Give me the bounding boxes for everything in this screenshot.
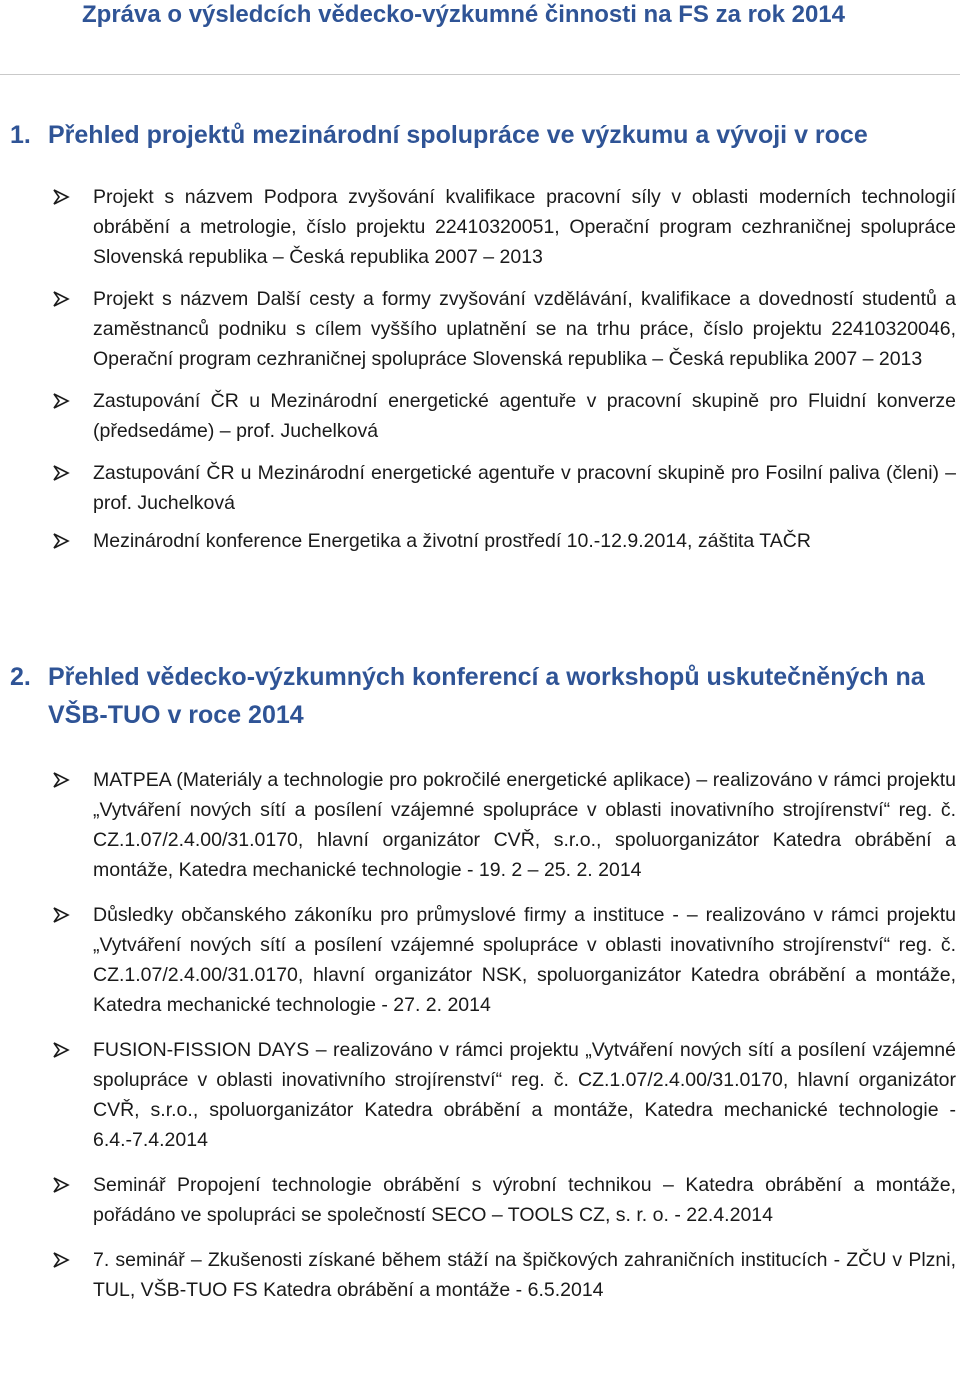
list-item-text: 7. seminář – Zkušenosti získané během stáží na špičkových zahraničních institucích - ZČU v Plzni, TUL, VŠB-TUO FS Katedra obrábění a montáže - 6.5.2014 [93, 1249, 956, 1301]
arrowhead-bullet-icon [52, 533, 70, 549]
arrowhead-bullet-icon [52, 1252, 70, 1268]
list-item-text: Mezinárodní konference Energetika a životní prostředí 10.-12.9.2014, záštita TAČR [93, 530, 811, 552]
list-item [0, 458, 960, 518]
list-item-text: FUSION-FISSION DAYS – realizováno v rámci projektu „Vytváření nových sítí a posílení vzájemné spolupráce v oblasti inovativního strojírenství“ reg. č. CZ.1.07/2.4.00/31.0170, hlavní organizátor CVŘ, s.r.o., spoluorganizátor Katedra obrábění a montáže, Katedra mechanické technologie - 6.4.-7.4.2014 [93, 1039, 956, 1151]
list-item [0, 1035, 960, 1155]
list-item-text: Zastupování ČR u Mezinárodní energetické agentuře v pracovní skupině pro Fluidní konverze (předsedáme) – prof. Juchelková [93, 390, 956, 442]
list-item [0, 1245, 960, 1305]
list-item [0, 900, 960, 1020]
list-item-text: Důsledky občanského zákoníku pro průmyslové firmy a instituce - – realizováno v rámci projektu „Vytváření nových sítí a posílení vzájemné spolupráce v oblasti inovativního strojírenství“ reg. č. CZ.1.07/2.4.00/31.0170, hlavní organizátor NSK, spoluorganizátor Katedra obrábění a montáže, Katedra mechanické technologie - 27. 2. 2014 [93, 904, 956, 1016]
section-1-title: Přehled projektů mezinárodní spolupráce ve výzkumu a vývoji v roce [48, 121, 868, 149]
list-item [0, 182, 960, 272]
arrowhead-bullet-icon [52, 465, 70, 481]
arrowhead-bullet-icon [52, 1177, 70, 1193]
section-1-number: 1. [10, 121, 31, 149]
list-item [0, 765, 960, 885]
arrowhead-bullet-icon [52, 189, 70, 205]
arrowhead-bullet-icon [52, 393, 70, 409]
section-2-number: 2. [10, 663, 31, 691]
list-item-text: Projekt s názvem Podpora zvyšování kvalifikace pracovní síly v oblasti moderních technologií obrábění a metrologie, číslo projektu 22410320051, Operační program cezhraničnej spolupráce Slovenská republika – Česká republika 2007 – 2013 [93, 186, 956, 268]
list-item-text: Seminář Propojení technologie obrábění s výrobní technikou – Katedra obrábění a montáže, pořádáno ve spolupráci se společností SECO – TOOLS CZ, s. r. o. - 22.4.2014 [93, 1174, 956, 1226]
section-2-list [0, 765, 960, 1320]
section-1-list [0, 182, 960, 568]
list-item-text: Zastupování ČR u Mezinárodní energetické agentuře v pracovní skupině pro Fosilní paliva (členi) – prof. Juchelková [93, 462, 956, 514]
arrowhead-bullet-icon [52, 291, 70, 307]
arrowhead-bullet-icon [52, 907, 70, 923]
section-2-title: Přehled vědecko-výzkumných konferencí a workshopů uskutečněných na VŠB-TUO v roce 2014 [48, 663, 925, 729]
document-title: Zpráva o výsledcích vědecko-výzkumné činnosti na FS za rok 2014 [82, 1, 845, 28]
list-item [0, 284, 960, 374]
list-item [0, 1170, 960, 1230]
arrowhead-bullet-icon [52, 772, 70, 788]
list-item-text: MATPEA (Materiály a technologie pro pokročilé energetické aplikace) – realizováno v rámci projektu „Vytváření nových sítí a posílení vzájemné spolupráce v oblasti inovativního strojírenství“ reg. č. CZ.1.07/2.4.00/31.0170, hlavní organizátor CVŘ, s.r.o., spoluorganizátor Katedra obrábění a montáže, Katedra mechanické technologie - 19. 2 – 25. 2. 2014 [93, 769, 956, 881]
list-item [0, 386, 960, 446]
list-item-text: Projekt s názvem Další cesty a formy zvyšování vzdělávání, kvalifikace a dovedností studentů a zaměstnanců podniku s cílem vyššího uplatnění se na trhu práce, číslo projektu 22410320046, Operační program cezhraničnej spolupráce Slovenská republika – Česká republika 2007 – 2013 [93, 288, 956, 370]
list-item [0, 526, 960, 556]
arrowhead-bullet-icon [52, 1042, 70, 1058]
title-divider [0, 74, 960, 75]
